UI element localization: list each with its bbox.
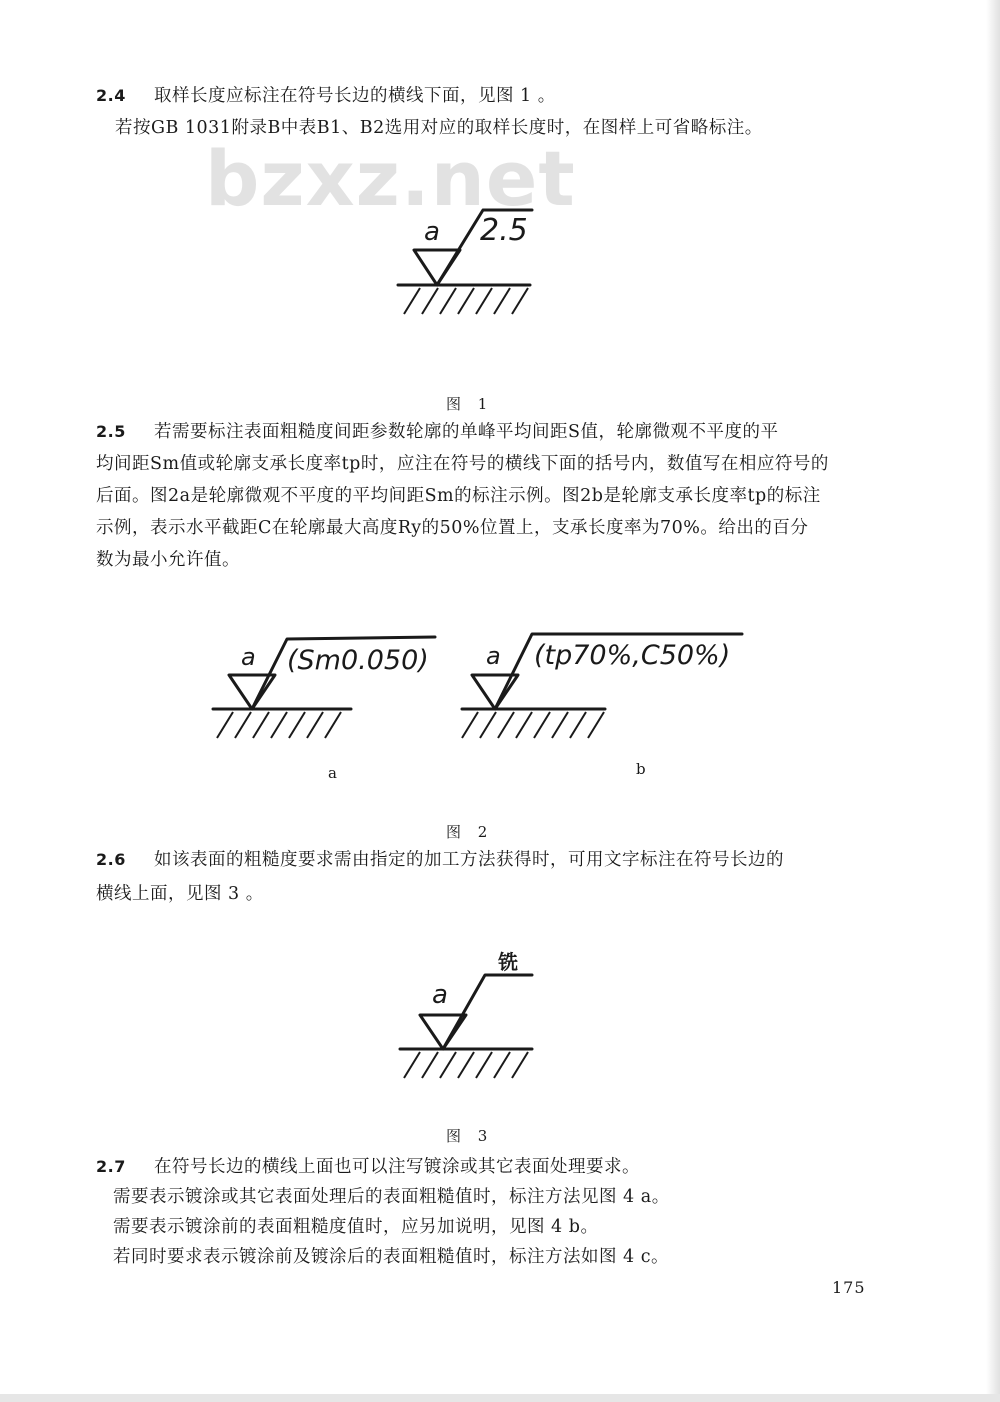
spacing-parameter-value: (Sm0.050) bbox=[287, 645, 429, 676]
figure-3-caption: 图 3 bbox=[446, 1127, 494, 1145]
section-2-7-line4: 若同时要求表示镀涂前及镀涂后的表面粗糙值时，标注方法如图 4 c。 bbox=[113, 1247, 670, 1267]
section-2-6-line2: 横线上面，见图 3 。 bbox=[96, 884, 264, 904]
section-2-7-line2: 需要表示镀涂或其它表面处理后的表面粗糙值时，标注方法见图 4 a。 bbox=[113, 1187, 670, 1207]
figure-2b-label: b bbox=[636, 760, 646, 778]
section-2-5-line3: 后面。图2a是轮廓微观不平度的平均间距Sm的标注示例。图2b是轮廓支承长度率tp的标注 bbox=[96, 486, 821, 506]
section-2-7-line3: 需要表示镀涂前的表面粗糙度值时，应另加说明，见图 4 b。 bbox=[113, 1217, 599, 1237]
paragraph-text: 在符号长边的横线上面也可以注写镀涂或其它表面处理要求。 bbox=[154, 1157, 640, 1177]
section-2-5-line5: 数为最小允许值。 bbox=[96, 550, 240, 570]
paragraph-text: 如该表面的粗糙度要求需由指定的加工方法获得时，可用文字标注在符号长边的 bbox=[154, 850, 784, 870]
figure-2-caption: 图 2 bbox=[446, 823, 494, 841]
figure-1-caption: 图 1 bbox=[446, 395, 494, 413]
section-2-5-line2: 均间距Sm值或轮廓支承长度率tp时，应注在符号的横线下面的括号内，数值写在相应符号的 bbox=[96, 454, 829, 474]
section-2-5-line4: 示例，表示水平截距C在轮廓最大高度Ry的50%位置上，支承长度率为70%。给出的百分 bbox=[96, 518, 809, 538]
figure-2b-roughness-symbol bbox=[460, 620, 760, 750]
roughness-letter: a bbox=[424, 217, 440, 247]
roughness-letter: a bbox=[486, 642, 501, 670]
roughness-letter: a bbox=[241, 643, 256, 671]
figure-3-roughness-symbol bbox=[390, 945, 570, 1085]
section-2-4-line1 bbox=[96, 84, 556, 108]
paragraph-text: 若需要标注表面粗糙度间距参数轮廓的单峰平均间距S值，轮廓微观不平度的平 bbox=[154, 422, 779, 442]
section-2-4-line2: 若按GB 1031附录B中表B1、B2选用对应的取样长度时，在图样上可省略标注。 bbox=[115, 118, 763, 138]
section-number: 2.7 bbox=[96, 1157, 126, 1176]
section-number: 2.4 bbox=[96, 86, 126, 105]
section-number: 2.6 bbox=[96, 850, 126, 869]
sampling-length-value: 2.5 bbox=[480, 213, 528, 248]
figure-2a-roughness-symbol bbox=[205, 625, 445, 750]
section-number: 2.5 bbox=[96, 422, 126, 441]
roughness-letter: a bbox=[432, 980, 448, 1010]
machining-method-text: 铣 bbox=[498, 950, 518, 974]
figure-1-roughness-symbol bbox=[380, 190, 580, 330]
page-edge-shadow bbox=[986, 0, 1000, 1402]
bottom-scrollbar-track bbox=[0, 1394, 1000, 1402]
bearing-ratio-value: (tp70%,C50%) bbox=[534, 640, 731, 671]
section-2-5-line1 bbox=[96, 420, 779, 444]
section-2-7-line1 bbox=[96, 1155, 640, 1179]
figure-2a-label: a bbox=[328, 764, 337, 782]
page-number: 175 bbox=[832, 1278, 866, 1297]
section-2-6-line1 bbox=[96, 848, 784, 872]
watermark: bzxz.net bbox=[205, 134, 576, 223]
paragraph-text: 取样长度应标注在符号长边的横线下面，见图 1 。 bbox=[154, 86, 556, 106]
